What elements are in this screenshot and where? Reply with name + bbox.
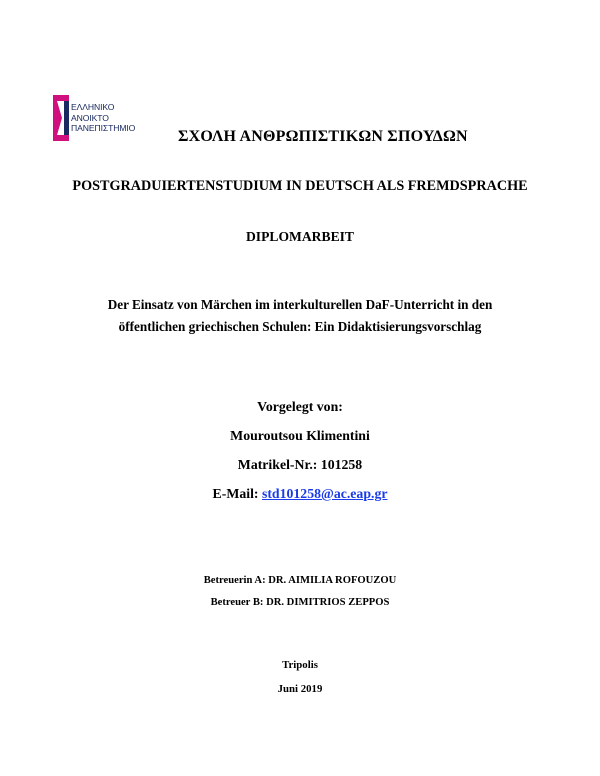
- university-logo-text: [71, 102, 135, 134]
- email-line: [0, 486, 600, 502]
- logo-line-1: ΕΛΛΗΝΙΚΟ: [71, 102, 115, 112]
- supervisor-b: Betreuer B: DR. DIMITRIOS ZEPPOS: [210, 597, 390, 608]
- logo-line-2: ΑΝΟΙΚΤΟ: [71, 112, 109, 123]
- email-link[interactable]: std101258@ac.eap.gr: [261, 486, 388, 501]
- thesis-title-line-1: Der Einsatz von Märchen im interkulturellen DaF-Unterricht in den: [107, 297, 493, 312]
- document-type: DIPLOMARBEIT: [245, 229, 354, 244]
- email-label: E-Mail:: [212, 486, 259, 501]
- logo-line-3: ΠΑΝΕΠΙΣΤΗΜΙΟ: [71, 123, 136, 133]
- submitted-by-label: Vorgelegt von:: [257, 399, 343, 414]
- university-logo-mark: [53, 95, 73, 141]
- supervisor-a: Betreuerin A: DR. AIMILIA ROFOUZOU: [203, 575, 397, 586]
- school-name: ΣΧΟΛΗ ΑΝΘΡΩΠΙΣΤΙΚΩΝ ΣΠΟΥΔΩΝ: [178, 128, 468, 145]
- submission-date: Juni 2019: [277, 683, 323, 695]
- city: Tripolis: [282, 659, 318, 671]
- university-logo: [53, 95, 173, 141]
- author-name: Mouroutsou Klimentini: [230, 428, 370, 443]
- program-title: POSTGRADUIERTENSTUDIUM IN DEUTSCH ALS FREMDSPRACHE: [72, 178, 528, 194]
- thesis-title-line-2: öffentlichen griechischen Schulen: Ein Didaktisierungsvorschlag: [118, 319, 482, 334]
- matriculation-number: Matrikel-Nr.: 101258: [237, 457, 363, 472]
